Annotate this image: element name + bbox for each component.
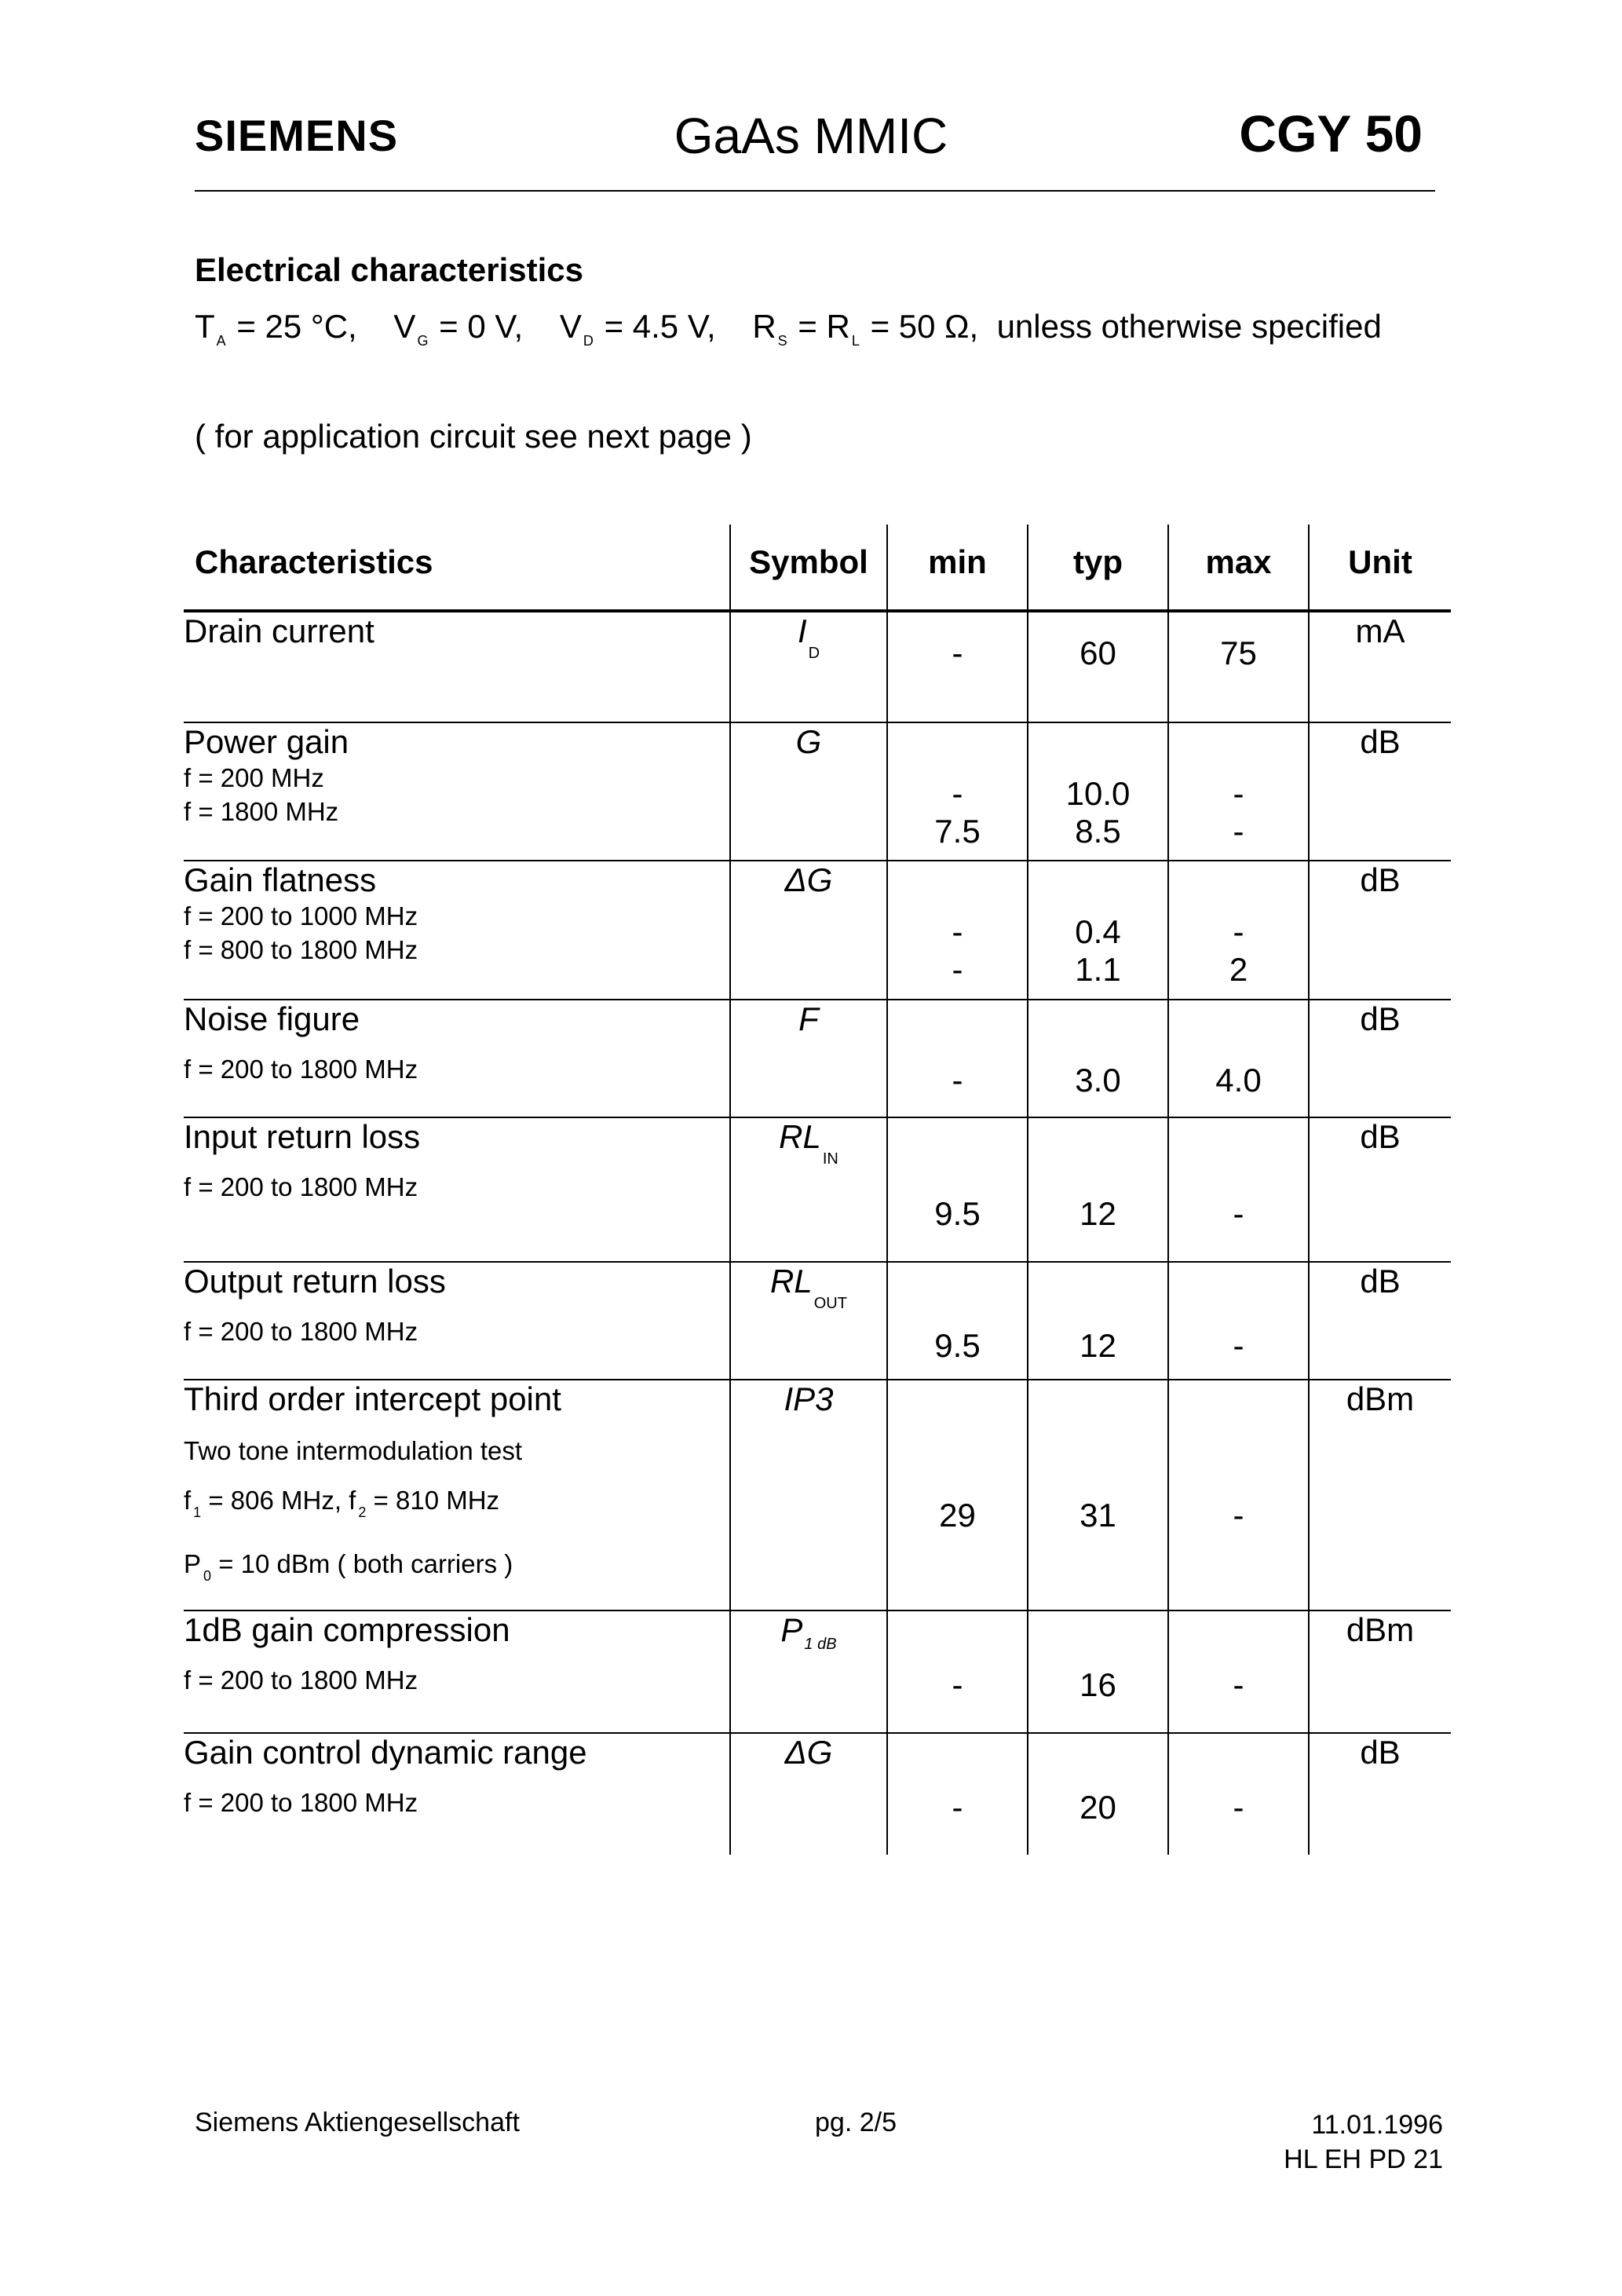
col-header-characteristics: Characteristics [195,543,433,580]
unit-cell: dB [1309,722,1451,861]
col-header-min: min [887,525,1028,611]
max-cell: - 2 [1168,861,1309,1000]
characteristic-name: Input return loss [184,1118,421,1155]
condition-text: f = 200 to 1000 MHz [184,901,418,930]
characteristic-name: Drain current [184,612,374,649]
min-cell: 29 [887,1380,1028,1610]
condition-text: Two tone intermodulation test [184,1436,523,1465]
siemens-logo: SIEMENS [195,111,399,160]
min-cell: - [887,1610,1028,1733]
max-cell: - [1168,1610,1309,1733]
unit-cell: dB [1309,1117,1451,1262]
table-row [184,1610,1451,1733]
max-cell: - [1168,1380,1309,1610]
symbol-cell: $RL_{OUT}$ [730,1262,887,1380]
condition-text: f = 200 to 1800 MHz [184,1172,418,1201]
condition-text: f $_1$ = 806 MHz, f $_2$ = 810 MHz [184,1486,500,1520]
typ-cell: 31 [1028,1380,1168,1610]
max-cell: - [1168,1733,1309,1855]
footer-reference: HL EH PD 21 [1284,2144,1443,2174]
col-header-typ: typ [1028,525,1168,611]
characteristic-name: Output return loss [184,1263,446,1300]
typ-cell: 20 [1028,1733,1168,1855]
characteristic-name: Gain flatness [184,861,377,898]
characteristic-name: 1dB gain compression [184,1611,510,1648]
col-header-unit: Unit [1309,525,1451,611]
condition-text: f = 200 to 1800 MHz [184,1317,418,1346]
max-cell: - - [1168,722,1309,861]
table-row [184,1262,1451,1380]
min-cell: - 7.5 [887,722,1028,861]
symbol-cell: F [730,1000,887,1117]
typ-cell: 12 [1028,1262,1168,1380]
footer-date: 11.01.1996 [1311,2110,1443,2140]
col-header-max: max [1168,525,1309,611]
unit-cell: dB [1309,1733,1451,1855]
condition-text: f = 200 to 1800 MHz [184,1055,418,1084]
document-title: GaAs MMIC [674,108,948,164]
min-cell: - [887,611,1028,722]
max-cell: - [1168,1262,1309,1380]
application-note: ( for application circuit see next page ) [195,418,752,455]
col-header-symbol: Symbol [730,525,887,611]
part-number: CGY 50 [1239,104,1423,163]
min-cell: 9.5 [887,1117,1028,1262]
unit-cell: mA [1309,611,1451,722]
test-conditions: T $_A$ = 25 °C, V $_G$ = 0 V, V $_D$ = 4.5 V, R $_S$ = R $_L$ = 50 Ω, unless otherwise specified [195,308,1382,349]
max-cell: 4.0 [1168,1000,1309,1117]
symbol-cell: ΔG [730,861,887,1000]
typ-cell: 12 [1028,1117,1168,1262]
table-row [184,1000,1451,1117]
condition-text: f = 800 to 1800 MHz [184,935,418,964]
characteristics-table [184,525,1451,1855]
symbol-cell: P $_{1 dB}$ [730,1610,887,1733]
typ-cell: 10.0 8.5 [1028,722,1168,861]
characteristic-name: Gain control dynamic range [184,1734,587,1771]
unit-cell: dB [1309,1262,1451,1380]
symbol-cell: $RL_{IN}$ [730,1117,887,1262]
typ-cell: 60 [1028,611,1168,722]
characteristic-name: Noise figure [184,1000,360,1037]
condition-text: P $_0$ = 10 dBm ( both carriers ) [184,1549,513,1584]
characteristic-name: Power gain [184,723,349,760]
min-cell: 9.5 [887,1262,1028,1380]
max-cell: - [1168,1117,1309,1262]
table-header-row [184,525,1451,611]
symbol-cell: G [730,722,887,861]
max-cell: 75 [1168,611,1309,722]
min-cell: - [887,1733,1028,1855]
unit-cell: dBm [1309,1380,1451,1610]
symbol-cell: IP3 [730,1380,887,1610]
table-row [184,1380,1451,1610]
footer-page-number: pg. 2/5 [815,2108,897,2137]
condition-text: f = 1800 MHz [184,797,339,826]
typ-cell: 16 [1028,1610,1168,1733]
table-row [184,1733,1451,1855]
table-row [184,722,1451,861]
table-row [184,611,1451,722]
footer-date-ref [1284,2108,1443,2177]
unit-cell: dB [1309,1000,1451,1117]
min-cell: - - [887,861,1028,1000]
condition-text: f = 200 to 1800 MHz [184,1788,418,1817]
condition-text: f = 200 MHz [184,763,324,792]
section-title: Electrical characteristics [195,251,583,288]
typ-cell: 0.4 1.1 [1028,861,1168,1000]
characteristic-name: Third order intercept point [184,1380,561,1417]
symbol-cell: $I_D$ [730,611,887,722]
table-row [184,1117,1451,1262]
condition-text: f = 200 to 1800 MHz [184,1665,418,1695]
symbol-cell: ΔG [730,1733,887,1855]
unit-cell: dBm [1309,1610,1451,1733]
min-cell: - [887,1000,1028,1117]
footer-company: Siemens Aktiengesellschaft [195,2108,520,2137]
unit-cell: dB [1309,861,1451,1000]
table-row [184,861,1451,1000]
header-divider [195,190,1435,192]
typ-cell: 3.0 [1028,1000,1168,1117]
